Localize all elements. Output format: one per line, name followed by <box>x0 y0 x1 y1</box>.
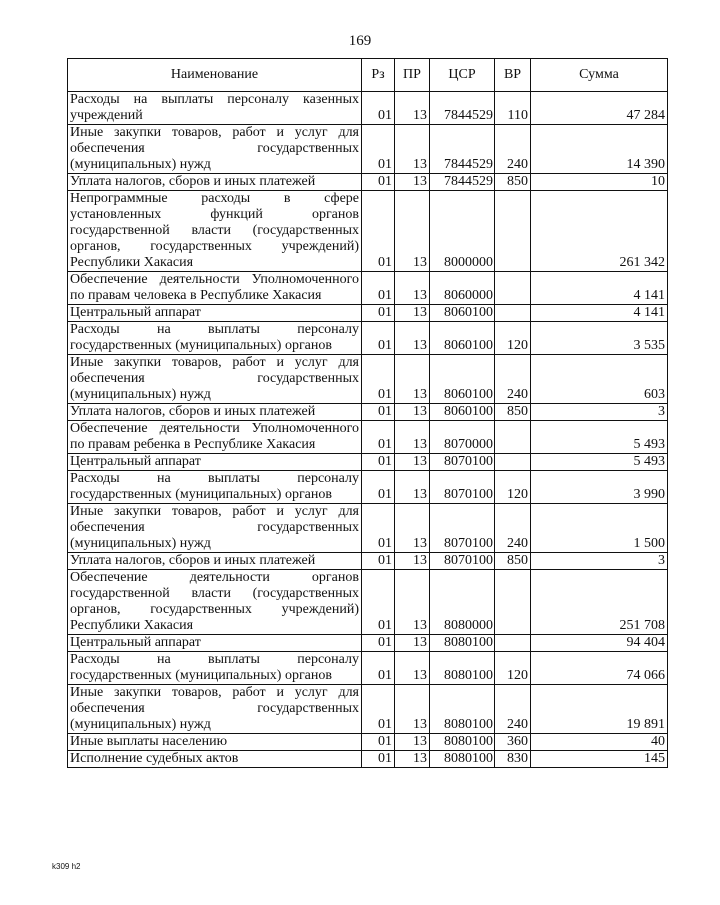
cell-pr: 13 <box>395 355 430 404</box>
cell-vr <box>495 421 531 454</box>
cell-rz: 01 <box>362 454 395 471</box>
table-row <box>68 454 668 471</box>
cell-name: Расходы на выплаты персоналу казенных учреждений <box>68 92 362 125</box>
cell-pr: 13 <box>395 421 430 454</box>
cell-name: Уплата налогов, сборов и иных платежей <box>68 174 362 191</box>
cell-rz: 01 <box>362 125 395 174</box>
cell-name: Уплата налогов, сборов и иных платежей <box>68 404 362 421</box>
table-row <box>68 355 668 404</box>
cell-csr: 8000000 <box>430 191 495 272</box>
cell-vr <box>495 570 531 635</box>
cell-rz: 01 <box>362 734 395 751</box>
cell-vr <box>495 305 531 322</box>
budget-table <box>67 58 668 768</box>
table-row <box>68 504 668 553</box>
cell-pr: 13 <box>395 504 430 553</box>
cell-sum: 94 404 <box>531 635 668 652</box>
cell-pr: 13 <box>395 685 430 734</box>
cell-sum: 603 <box>531 355 668 404</box>
cell-sum: 5 493 <box>531 454 668 471</box>
cell-csr: 8070100 <box>430 504 495 553</box>
cell-rz: 01 <box>362 751 395 768</box>
cell-sum: 3 990 <box>531 471 668 504</box>
cell-sum: 74 066 <box>531 652 668 685</box>
cell-rz: 01 <box>362 174 395 191</box>
cell-name: Обеспечение деятельности Уполномоченного по правам человека в Республике Хакасия <box>68 272 362 305</box>
cell-vr: 120 <box>495 471 531 504</box>
page-number: 169 <box>348 33 372 49</box>
cell-rz: 01 <box>362 322 395 355</box>
cell-pr: 13 <box>395 652 430 685</box>
cell-rz: 01 <box>362 421 395 454</box>
cell-rz: 01 <box>362 272 395 305</box>
cell-csr: 8060100 <box>430 404 495 421</box>
cell-pr: 13 <box>395 553 430 570</box>
cell-name: Расходы на выплаты персоналу государственных (муниципальных) органов <box>68 322 362 355</box>
cell-vr <box>495 454 531 471</box>
cell-sum: 1 500 <box>531 504 668 553</box>
cell-vr: 240 <box>495 504 531 553</box>
cell-csr: 8080100 <box>430 734 495 751</box>
cell-rz: 01 <box>362 355 395 404</box>
cell-sum: 10 <box>531 174 668 191</box>
cell-rz: 01 <box>362 504 395 553</box>
table-header-row <box>68 59 668 92</box>
cell-sum: 145 <box>531 751 668 768</box>
cell-name: Обеспечение деятельности Уполномоченного по правам ребенка в Республике Хакасия <box>68 421 362 454</box>
cell-csr: 8070100 <box>430 553 495 570</box>
table-row <box>68 421 668 454</box>
cell-pr: 13 <box>395 92 430 125</box>
cell-sum: 3 <box>531 404 668 421</box>
cell-name: Непрограммные расходы в сфере установленных функций органов государственной власти (государственных органов, государственных учреждений) Республики Хакасия <box>68 191 362 272</box>
cell-name: Иные выплаты населению <box>68 734 362 751</box>
cell-pr: 13 <box>395 454 430 471</box>
header-rz: Рз <box>362 59 395 92</box>
cell-csr: 7844529 <box>430 92 495 125</box>
cell-pr: 13 <box>395 570 430 635</box>
cell-vr: 120 <box>495 652 531 685</box>
cell-pr: 13 <box>395 734 430 751</box>
cell-rz: 01 <box>362 305 395 322</box>
cell-rz: 01 <box>362 652 395 685</box>
table-row <box>68 734 668 751</box>
cell-sum: 4 141 <box>531 272 668 305</box>
cell-rz: 01 <box>362 570 395 635</box>
cell-csr: 8080000 <box>430 570 495 635</box>
cell-csr: 8070000 <box>430 421 495 454</box>
cell-sum: 3 <box>531 553 668 570</box>
cell-sum: 3 535 <box>531 322 668 355</box>
cell-csr: 8070100 <box>430 454 495 471</box>
cell-pr: 13 <box>395 191 430 272</box>
header-name: Наименование <box>68 59 362 92</box>
cell-sum: 261 342 <box>531 191 668 272</box>
cell-name: Центральный аппарат <box>68 305 362 322</box>
table-row <box>68 92 668 125</box>
cell-csr: 7844529 <box>430 174 495 191</box>
cell-rz: 01 <box>362 92 395 125</box>
table-row <box>68 125 668 174</box>
cell-name: Исполнение судебных актов <box>68 751 362 768</box>
cell-rz: 01 <box>362 471 395 504</box>
cell-pr: 13 <box>395 471 430 504</box>
cell-pr: 13 <box>395 174 430 191</box>
cell-vr: 240 <box>495 355 531 404</box>
table-row <box>68 570 668 635</box>
cell-pr: 13 <box>395 272 430 305</box>
cell-rz: 01 <box>362 191 395 272</box>
table-row <box>68 553 668 570</box>
cell-vr: 360 <box>495 734 531 751</box>
table-row <box>68 404 668 421</box>
table-row <box>68 751 668 768</box>
cell-name: Иные закупки товаров, работ и услуг для обеспечения государственных (муниципальных) нужд <box>68 504 362 553</box>
cell-vr <box>495 191 531 272</box>
cell-sum: 14 390 <box>531 125 668 174</box>
cell-csr: 8060100 <box>430 305 495 322</box>
cell-vr: 240 <box>495 125 531 174</box>
cell-pr: 13 <box>395 305 430 322</box>
cell-vr: 120 <box>495 322 531 355</box>
cell-sum: 40 <box>531 734 668 751</box>
cell-sum: 251 708 <box>531 570 668 635</box>
cell-vr: 830 <box>495 751 531 768</box>
cell-vr: 240 <box>495 685 531 734</box>
cell-name: Расходы на выплаты персоналу государственных (муниципальных) органов <box>68 652 362 685</box>
cell-name: Центральный аппарат <box>68 635 362 652</box>
table-row <box>68 305 668 322</box>
cell-csr: 7844529 <box>430 125 495 174</box>
cell-csr: 8080100 <box>430 751 495 768</box>
cell-name: Центральный аппарат <box>68 454 362 471</box>
cell-pr: 13 <box>395 125 430 174</box>
cell-pr: 13 <box>395 404 430 421</box>
table-row <box>68 685 668 734</box>
cell-vr: 850 <box>495 553 531 570</box>
footer-code: k309 h2 <box>52 862 81 871</box>
cell-pr: 13 <box>395 635 430 652</box>
cell-rz: 01 <box>362 635 395 652</box>
cell-vr: 110 <box>495 92 531 125</box>
table-row <box>68 174 668 191</box>
cell-vr: 850 <box>495 174 531 191</box>
cell-sum: 5 493 <box>531 421 668 454</box>
table-body <box>68 92 668 768</box>
cell-name: Иные закупки товаров, работ и услуг для обеспечения государственных (муниципальных) нужд <box>68 355 362 404</box>
cell-rz: 01 <box>362 685 395 734</box>
cell-sum: 47 284 <box>531 92 668 125</box>
cell-csr: 8080100 <box>430 652 495 685</box>
table-row <box>68 272 668 305</box>
cell-name: Обеспечение деятельности органов государственной власти (государственных органов, государственных учреждений) Республики Хакасия <box>68 570 362 635</box>
table-row <box>68 322 668 355</box>
cell-csr: 8060000 <box>430 272 495 305</box>
cell-name: Иные закупки товаров, работ и услуг для обеспечения государственных (муниципальных) нужд <box>68 125 362 174</box>
cell-sum: 19 891 <box>531 685 668 734</box>
cell-name: Уплата налогов, сборов и иных платежей <box>68 553 362 570</box>
cell-rz: 01 <box>362 553 395 570</box>
table-row <box>68 635 668 652</box>
header-sum: Сумма <box>531 59 668 92</box>
cell-vr <box>495 272 531 305</box>
header-pr: ПР <box>395 59 430 92</box>
cell-pr: 13 <box>395 751 430 768</box>
cell-vr: 850 <box>495 404 531 421</box>
cell-csr: 8070100 <box>430 471 495 504</box>
header-vr: ВР <box>495 59 531 92</box>
table-row <box>68 471 668 504</box>
cell-csr: 8060100 <box>430 355 495 404</box>
cell-csr: 8080100 <box>430 635 495 652</box>
cell-name: Иные закупки товаров, работ и услуг для обеспечения государственных (муниципальных) нужд <box>68 685 362 734</box>
table-row <box>68 652 668 685</box>
cell-sum: 4 141 <box>531 305 668 322</box>
cell-csr: 8060100 <box>430 322 495 355</box>
cell-rz: 01 <box>362 404 395 421</box>
cell-vr <box>495 635 531 652</box>
cell-pr: 13 <box>395 322 430 355</box>
header-csr: ЦСР <box>430 59 495 92</box>
cell-name: Расходы на выплаты персоналу государственных (муниципальных) органов <box>68 471 362 504</box>
cell-csr: 8080100 <box>430 685 495 734</box>
table-row <box>68 191 668 272</box>
